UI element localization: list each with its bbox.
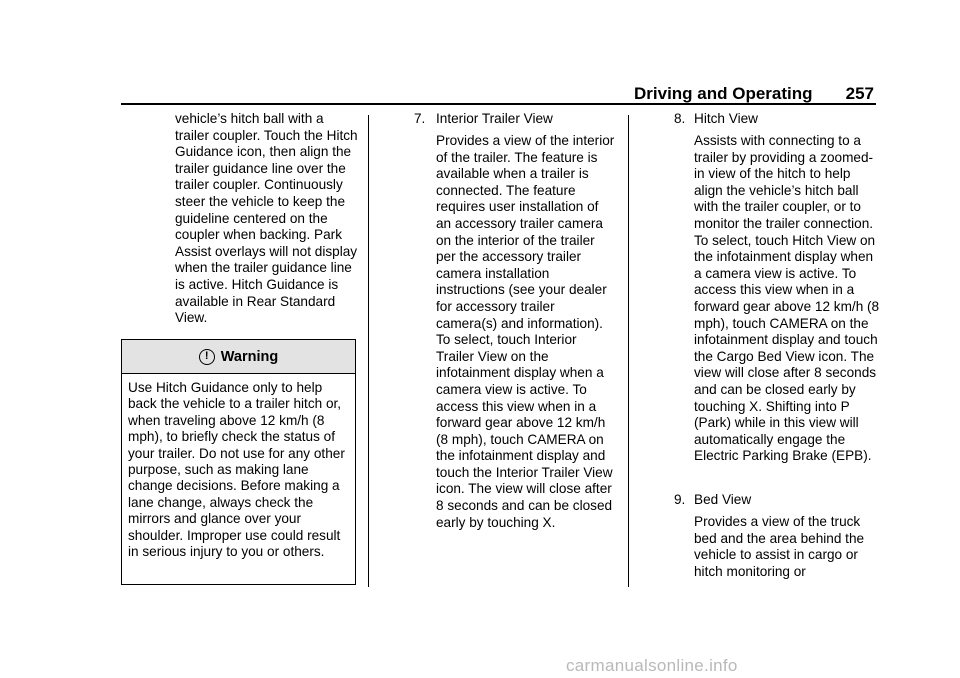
- page-number: 257: [845, 84, 874, 103]
- item-9-title: Bed View: [694, 492, 752, 507]
- item-7-title: Interior Trailer View: [436, 111, 553, 126]
- item-8-body: Assists with connecting to a trailer by providing a zoomed-in view of the hitch to help align the vehicle’s hitch ball with the trailer coupler, or to monitor the trailer connection. To select, touch Hitch View on the infotainment display when a camera view is active. To access this view when in a forward gear above 12 km/h (8 mph), touch CAMERA on the infotainment display and touch the Cargo Bed View icon. The view will close after 8 seconds and can be closed early by touching X. Shifting into P (Park) while in this view will automatically engage the Electric Parking Brake (EPB).: [694, 133, 880, 464]
- warning-box: [121, 339, 356, 585]
- item-7-number: 7.: [414, 111, 426, 126]
- page-header: [634, 84, 874, 104]
- item-7-body: Provides a view of the interior of the trailer. The feature is available when a trailer is connected. The feature requires user installation of an accessory trailer camera on the interior of the trailer per the accessory trailer camera installation instructions (see your dealer for accessory trailer camera(s) and information). To select, touch Interior Trailer View on the infotainment display when a camera view is active. To access this view when in a forward gear above 12 km/h (8 mph), touch CAMERA on the infotainment display and touch the Interior Trailer View icon. The view will close after 8 seconds and can be closed early by touching X.: [436, 133, 615, 530]
- col1-continuation-text: vehicle’s hitch ball with a trailer coupler. Touch the Hitch Guidance icon, then align the trailer guidance line over the trailer coupler. Continuously steer the vehicle to keep the guideline centered on the coupler when backing. Park Assist overlays will not display when the trailer guidance line is active. Hitch Guidance is available in Rear Standard View.: [175, 111, 358, 326]
- column-divider-2: [628, 115, 629, 587]
- footer-watermark: carmanualsonline.info: [566, 656, 738, 675]
- section-title: Driving and Operating: [634, 84, 813, 103]
- item-8-title: Hitch View: [694, 111, 758, 126]
- warning-title: Warning: [220, 348, 279, 365]
- header-rule: [121, 103, 876, 105]
- item-8-number: 8.: [674, 111, 686, 126]
- warning-circle-icon: !: [199, 349, 215, 365]
- warning-body: Use Hitch Guidance only to help back the vehicle to a trailer hitch or, when traveling above 12 km/h (8 mph), to briefly check the status of your trailer. Do not use for any other purpose, such as making lane change decisions. Before making a lane change, always check the mirrors and glance over your shoulder. Improper use could result in serious injury to you or others.: [128, 380, 345, 560]
- item-9-body: Provides a view of the truck bed and the area behind the vehicle to assist in cargo or hitch monitoring or: [694, 514, 865, 579]
- warning-header: [122, 340, 355, 374]
- item-9-number: 9.: [674, 492, 686, 507]
- column-divider-1: [368, 115, 369, 587]
